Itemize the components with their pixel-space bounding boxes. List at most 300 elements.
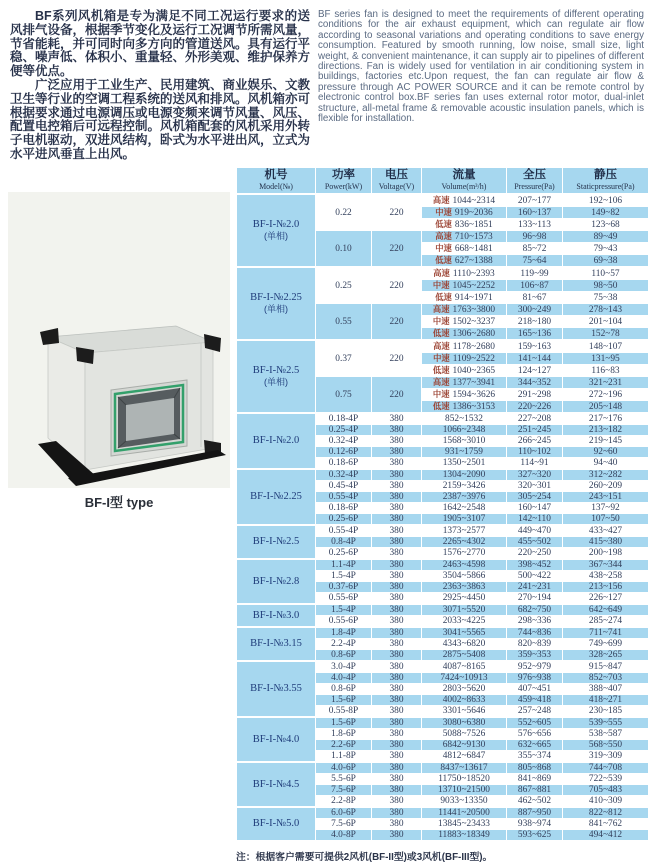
speed-label: 高速 bbox=[433, 341, 450, 351]
table-row bbox=[237, 413, 649, 425]
speed-label: 高速 bbox=[432, 195, 450, 205]
power-cell: 0.55-4P bbox=[316, 525, 372, 537]
voltage-cell: 380 bbox=[372, 684, 422, 695]
product-photo bbox=[8, 192, 230, 488]
pressure-cell: 300~249 bbox=[507, 304, 563, 316]
volume-cell: 1373~2577 bbox=[422, 525, 507, 537]
volume-cell bbox=[422, 353, 507, 365]
power-cell: 1.5-4P bbox=[316, 571, 372, 582]
table-row bbox=[237, 604, 649, 616]
volume-cell: 3301~5646 bbox=[422, 706, 507, 718]
volume-cell: 852~1532 bbox=[422, 413, 507, 425]
power-cell: 0.12-6P bbox=[316, 447, 372, 458]
static-pressure-cell: 217~176 bbox=[563, 413, 649, 425]
static-pressure-cell: 722~539 bbox=[563, 774, 649, 785]
power-cell: 0.25-4P bbox=[316, 425, 372, 436]
static-pressure-cell: 433~427 bbox=[563, 525, 649, 537]
pressure-cell: 449~470 bbox=[507, 525, 563, 537]
volume-cell: 13845~23433 bbox=[422, 819, 507, 830]
power-cell: 0.22 bbox=[316, 194, 372, 231]
pressure-cell: 119~99 bbox=[507, 267, 563, 280]
static-pressure-cell: 705~483 bbox=[563, 785, 649, 796]
pressure-cell: 952~979 bbox=[507, 661, 563, 673]
volume-cell: 6842~9130 bbox=[422, 740, 507, 751]
static-pressure-cell: 367~344 bbox=[563, 559, 649, 571]
volume-cell: 1350~2501 bbox=[422, 458, 507, 470]
volume-value: 627~1388 bbox=[454, 256, 493, 266]
power-cell: 0.55 bbox=[316, 304, 372, 341]
voltage-cell: 380 bbox=[372, 525, 422, 537]
power-cell: 0.25 bbox=[316, 267, 372, 304]
volume-cell: 11750~18520 bbox=[422, 774, 507, 785]
model-name: BF-I-№2.5 bbox=[252, 365, 300, 376]
static-pressure-cell: 89~49 bbox=[563, 231, 649, 243]
volume-cell: 1576~2770 bbox=[422, 548, 507, 560]
table-row bbox=[237, 627, 649, 639]
static-pressure-cell: 148~107 bbox=[563, 340, 649, 353]
pressure-cell: 841~869 bbox=[507, 774, 563, 785]
speed-label: 中速 bbox=[435, 243, 452, 253]
static-pressure-cell: 75~38 bbox=[563, 292, 649, 304]
header-en: Pressure(Pa) bbox=[514, 182, 555, 191]
voltage-cell: 380 bbox=[372, 492, 422, 503]
voltage-cell: 220 bbox=[372, 340, 422, 377]
power-cell: 0.25-6P bbox=[316, 514, 372, 526]
static-pressure-cell: 192~106 bbox=[563, 194, 649, 207]
static-pressure-cell: 152~78 bbox=[563, 328, 649, 341]
volume-cell bbox=[422, 207, 507, 219]
volume-cell bbox=[422, 255, 507, 268]
pressure-cell: 976~938 bbox=[507, 673, 563, 684]
voltage-cell: 380 bbox=[372, 503, 422, 514]
volume-cell bbox=[422, 377, 507, 389]
pressure-cell: 500~422 bbox=[507, 571, 563, 582]
volume-value: 1386~3153 bbox=[452, 402, 496, 412]
speed-label: 高速 bbox=[432, 377, 450, 387]
volume-cell: 9033~13350 bbox=[422, 796, 507, 808]
pressure-cell: 298~336 bbox=[507, 616, 563, 628]
power-cell: 0.10 bbox=[316, 231, 372, 268]
volume-cell: 3504~5866 bbox=[422, 571, 507, 582]
static-pressure-cell: 219~145 bbox=[563, 436, 649, 447]
static-pressure-cell: 822~812 bbox=[563, 807, 649, 819]
pressure-cell: 220~226 bbox=[507, 401, 563, 414]
voltage-cell: 380 bbox=[372, 661, 422, 673]
voltage-cell: 380 bbox=[372, 469, 422, 481]
static-pressure-cell: 328~265 bbox=[563, 650, 649, 662]
header-cn: 电压 bbox=[385, 169, 408, 181]
volume-cell: 1304~2090 bbox=[422, 469, 507, 481]
volume-cell: 8437~13617 bbox=[422, 762, 507, 774]
pressure-cell: 142~110 bbox=[507, 514, 563, 526]
voltage-cell: 380 bbox=[372, 481, 422, 492]
pressure-cell: 159~163 bbox=[507, 340, 563, 353]
volume-value: 710~1573 bbox=[454, 232, 493, 242]
table-row bbox=[237, 194, 649, 207]
volume-cell: 4343~6820 bbox=[422, 639, 507, 650]
voltage-cell: 380 bbox=[372, 616, 422, 628]
pressure-cell: 355~374 bbox=[507, 751, 563, 763]
static-pressure-cell: 642~649 bbox=[563, 604, 649, 616]
pressure-cell: 106~87 bbox=[507, 280, 563, 292]
voltage-cell: 380 bbox=[372, 571, 422, 582]
table-row bbox=[237, 469, 649, 481]
volume-value: 919~2036 bbox=[454, 208, 493, 218]
static-pressure-cell: 415~380 bbox=[563, 537, 649, 548]
static-pressure-cell: 149~82 bbox=[563, 207, 649, 219]
pressure-cell: 462~502 bbox=[507, 796, 563, 808]
model-cell bbox=[237, 340, 316, 413]
volume-cell: 11441~20500 bbox=[422, 807, 507, 819]
voltage-cell: 380 bbox=[372, 514, 422, 526]
table-row bbox=[237, 717, 649, 729]
model-name: BF-I-№4.0 bbox=[252, 733, 300, 745]
volume-value: 1044~2314 bbox=[452, 196, 496, 206]
speed-label: 高速 bbox=[432, 304, 450, 314]
static-pressure-cell: 915~847 bbox=[563, 661, 649, 673]
power-cell: 1.1-8P bbox=[316, 751, 372, 763]
pressure-cell: 632~665 bbox=[507, 740, 563, 751]
volume-cell: 1568~3010 bbox=[422, 436, 507, 447]
power-cell: 6.0-6P bbox=[316, 807, 372, 819]
model-cell bbox=[237, 807, 316, 841]
pressure-cell: 867~881 bbox=[507, 785, 563, 796]
pressure-cell: 305~254 bbox=[507, 492, 563, 503]
model-cell bbox=[237, 604, 316, 627]
pressure-cell: 165~136 bbox=[507, 328, 563, 341]
power-cell: 0.18-4P bbox=[316, 413, 372, 425]
voltage-cell: 380 bbox=[372, 650, 422, 662]
volume-cell: 4812~6847 bbox=[422, 751, 507, 763]
volume-cell bbox=[422, 304, 507, 316]
static-pressure-cell: 538~587 bbox=[563, 729, 649, 740]
table-header-row bbox=[237, 168, 649, 195]
voltage-cell: 380 bbox=[372, 807, 422, 819]
table-row bbox=[237, 762, 649, 774]
volume-cell bbox=[422, 401, 507, 414]
header-en: Volume(m³/h) bbox=[441, 182, 487, 191]
pressure-cell: 320~301 bbox=[507, 481, 563, 492]
volume-cell bbox=[422, 389, 507, 401]
volume-cell: 1066~2348 bbox=[422, 425, 507, 436]
volume-cell bbox=[422, 243, 507, 255]
power-cell: 7.5-6P bbox=[316, 785, 372, 796]
static-pressure-cell: 98~50 bbox=[563, 280, 649, 292]
static-pressure-cell: 852~703 bbox=[563, 673, 649, 684]
table-row bbox=[237, 525, 649, 537]
static-pressure-cell: 131~95 bbox=[563, 353, 649, 365]
static-pressure-cell: 79~43 bbox=[563, 243, 649, 255]
model-name: BF-I-№2.25 bbox=[250, 491, 302, 502]
power-cell: 7.5-6P bbox=[316, 819, 372, 830]
voltage-cell: 380 bbox=[372, 729, 422, 740]
volume-value: 1594~3626 bbox=[452, 390, 496, 400]
voltage-cell: 380 bbox=[372, 774, 422, 785]
footnote: 注：根据客户需要可提供2风机(BF-II型)或3风机(BF-III型)。 bbox=[236, 852, 493, 863]
volume-cell: 2463~4598 bbox=[422, 559, 507, 571]
header-en: Voltage(V) bbox=[378, 182, 415, 191]
speed-label: 低速 bbox=[435, 255, 452, 265]
static-pressure-cell: 213~156 bbox=[563, 582, 649, 593]
power-cell: 1.1-4P bbox=[316, 559, 372, 571]
static-pressure-cell: 110~57 bbox=[563, 267, 649, 280]
volume-cell: 2033~4225 bbox=[422, 616, 507, 628]
static-pressure-cell: 319~309 bbox=[563, 751, 649, 763]
pressure-cell: 593~625 bbox=[507, 830, 563, 841]
power-cell: 0.32-4P bbox=[316, 436, 372, 447]
static-pressure-cell: 321~231 bbox=[563, 377, 649, 389]
speed-label: 中速 bbox=[433, 353, 450, 363]
voltage-cell: 380 bbox=[372, 785, 422, 796]
power-cell: 0.37-6P bbox=[316, 582, 372, 593]
model-name: BF-I-№4.5 bbox=[252, 778, 300, 790]
volume-cell bbox=[422, 280, 507, 292]
volume-cell bbox=[422, 267, 507, 280]
model-phase-label: (单相) bbox=[264, 304, 288, 314]
static-pressure-cell: 278~143 bbox=[563, 304, 649, 316]
voltage-cell: 380 bbox=[372, 425, 422, 436]
static-pressure-cell: 230~185 bbox=[563, 706, 649, 718]
static-pressure-cell: 137~92 bbox=[563, 503, 649, 514]
volume-value: 1178~2680 bbox=[452, 342, 495, 352]
model-name: BF-I-№2.0 bbox=[252, 435, 300, 446]
col-header-model bbox=[237, 168, 316, 195]
model-name: BF-I-№3.0 bbox=[252, 609, 300, 621]
static-pressure-cell: 243~151 bbox=[563, 492, 649, 503]
header-cn: 机号 bbox=[264, 169, 288, 181]
volume-cell bbox=[422, 194, 507, 207]
model-cell bbox=[237, 469, 316, 525]
col-header-pressure bbox=[507, 168, 563, 195]
voltage-cell: 380 bbox=[372, 819, 422, 830]
power-cell: 0.18-6P bbox=[316, 458, 372, 470]
power-cell: 3.0-4P bbox=[316, 661, 372, 673]
volume-value: 668~1481 bbox=[454, 244, 493, 254]
col-header-power bbox=[316, 168, 372, 195]
model-cell bbox=[237, 627, 316, 661]
pressure-cell: 96~98 bbox=[507, 231, 563, 243]
voltage-cell: 380 bbox=[372, 717, 422, 729]
static-pressure-cell: 201~104 bbox=[563, 316, 649, 328]
speed-label: 中速 bbox=[432, 280, 450, 290]
power-cell: 1.8-4P bbox=[316, 627, 372, 639]
pressure-cell: 455~502 bbox=[507, 537, 563, 548]
voltage-cell: 220 bbox=[372, 377, 422, 414]
power-cell: 0.55-8P bbox=[316, 706, 372, 718]
voltage-cell: 380 bbox=[372, 548, 422, 560]
power-cell: 1.8-6P bbox=[316, 729, 372, 740]
model-name: BF-I-№3.55 bbox=[250, 683, 302, 694]
pressure-cell: 459~418 bbox=[507, 695, 563, 706]
volume-value: 1306~2680 bbox=[452, 329, 496, 339]
model-name: BF-I-№2.5 bbox=[252, 536, 300, 547]
model-cell bbox=[237, 267, 316, 340]
pressure-cell: 407~451 bbox=[507, 684, 563, 695]
header-cn: 功率 bbox=[332, 169, 355, 181]
header-cn: 全压 bbox=[523, 169, 546, 181]
voltage-cell: 220 bbox=[372, 304, 422, 341]
header-en: Model(№) bbox=[259, 182, 293, 191]
volume-cell: 931~1759 bbox=[422, 447, 507, 458]
model-name: BF-I-№2.25 bbox=[250, 292, 302, 303]
volume-cell: 7424~10913 bbox=[422, 673, 507, 684]
pressure-cell: 75~64 bbox=[507, 255, 563, 268]
pressure-cell: 820~839 bbox=[507, 639, 563, 650]
static-pressure-cell: 92~60 bbox=[563, 447, 649, 458]
power-cell: 4.0-8P bbox=[316, 830, 372, 841]
speed-label: 低速 bbox=[435, 219, 452, 229]
pressure-cell: 114~91 bbox=[507, 458, 563, 470]
static-pressure-cell: 711~741 bbox=[563, 627, 649, 639]
static-pressure-cell: 69~38 bbox=[563, 255, 649, 268]
speed-label: 低速 bbox=[432, 328, 450, 338]
volume-value: 1377~3941 bbox=[452, 378, 496, 388]
pressure-cell: 359~353 bbox=[507, 650, 563, 662]
static-pressure-cell: 744~708 bbox=[563, 762, 649, 774]
voltage-cell: 380 bbox=[372, 582, 422, 593]
pressure-cell: 241~231 bbox=[507, 582, 563, 593]
power-cell: 0.25-6P bbox=[316, 548, 372, 560]
volume-cell bbox=[422, 340, 507, 353]
volume-value: 1040~2365 bbox=[452, 366, 496, 376]
volume-cell: 1642~2548 bbox=[422, 503, 507, 514]
static-pressure-cell: 312~282 bbox=[563, 469, 649, 481]
pressure-cell: 251~245 bbox=[507, 425, 563, 436]
speed-label: 中速 bbox=[432, 316, 450, 326]
model-cell bbox=[237, 525, 316, 559]
static-pressure-cell: 123~68 bbox=[563, 219, 649, 231]
power-cell: 0.8-6P bbox=[316, 650, 372, 662]
static-pressure-cell: 410~309 bbox=[563, 796, 649, 808]
model-name: BF-I-№2.0 bbox=[252, 219, 300, 230]
voltage-cell: 380 bbox=[372, 627, 422, 639]
table-row bbox=[237, 340, 649, 353]
power-cell: 0.55-4P bbox=[316, 492, 372, 503]
static-pressure-cell: 494~412 bbox=[563, 830, 649, 841]
volume-cell: 3071~5520 bbox=[422, 604, 507, 616]
pressure-cell: 744~836 bbox=[507, 627, 563, 639]
voltage-cell: 380 bbox=[372, 593, 422, 605]
power-cell: 4.0-4P bbox=[316, 673, 372, 684]
power-cell: 0.8-6P bbox=[316, 684, 372, 695]
speed-label: 中速 bbox=[432, 389, 450, 399]
pressure-cell: 398~452 bbox=[507, 559, 563, 571]
static-pressure-cell: 260~209 bbox=[563, 481, 649, 492]
model-name: BF-I-№5.0 bbox=[252, 818, 300, 829]
model-cell bbox=[237, 762, 316, 807]
pressure-cell: 805~868 bbox=[507, 762, 563, 774]
table-row bbox=[237, 559, 649, 571]
voltage-cell: 380 bbox=[372, 413, 422, 425]
volume-value: 914~1971 bbox=[454, 293, 493, 303]
power-cell: 0.75 bbox=[316, 377, 372, 414]
intro-cn-paragraph-2: 广泛应用于工业生产、民用建筑、商业娱乐、文教卫生等行业的空调工程系统的送风和排风。风机箱亦可根据要求通过电源调压或电源变频来调节风量、风压、配置电控箱后可远程控制。风机箱配套的风机采用外转子电机驱动，双进风结构，卧式为水平进出风，立式为水平进风垂直上出风。 bbox=[10, 77, 311, 161]
volume-value: 1045~2252 bbox=[452, 281, 496, 291]
static-pressure-cell: 285~274 bbox=[563, 616, 649, 628]
fan-unit-illustration bbox=[8, 192, 230, 488]
power-cell: 2.2-6P bbox=[316, 740, 372, 751]
pressure-cell: 938~974 bbox=[507, 819, 563, 830]
pressure-cell: 160~147 bbox=[507, 503, 563, 514]
intro-english: BF series fan is designed to meet the requirements of different operating conditions for the air exhaust equipment, which can regulate air flow according to seasonal variations and operating conditions to save energy consumption. Featured by smooth running, low noise, small size, light weight, & convenient maintenance, it can supply air to pipelines of different directions. Fan is widely used for ventilation in air conditioning system in buildings, factories etc.Upon request, the fan can regulate air flow & pressure through AC POWER SOURCE and it can be remote control by electronic control box.BF series fan uses external rotor motor, dual-inlet structure, all-metal frame & removable acoustic insulation panels, which is flexible for installation. bbox=[318, 9, 644, 125]
model-name: BF-I-№2.8 bbox=[252, 575, 300, 587]
volume-cell: 5088~7526 bbox=[422, 729, 507, 740]
volume-cell: 2387~3976 bbox=[422, 492, 507, 503]
intro-cn-paragraph-1: BF系列风机箱是专为满足不同工况运行要求的送风排气设备，根据季节变化及运行工况调节所需风量，节省能耗，并可同时向多方向的管道送风。具有运行平稳、噪声低、体积小、重量轻、外形美观、维护保养方便等优点。 bbox=[10, 9, 311, 79]
volume-value: 1763~3800 bbox=[452, 305, 496, 315]
pressure-cell: 576~656 bbox=[507, 729, 563, 740]
pressure-cell: 124~127 bbox=[507, 365, 563, 377]
col-header-volume bbox=[422, 168, 507, 195]
voltage-cell: 380 bbox=[372, 436, 422, 447]
voltage-cell: 380 bbox=[372, 537, 422, 548]
model-cell bbox=[237, 413, 316, 469]
header-en: Power(kW) bbox=[324, 182, 363, 191]
pressure-cell: 133~113 bbox=[507, 219, 563, 231]
volume-cell bbox=[422, 292, 507, 304]
model-cell bbox=[237, 194, 316, 267]
static-pressure-cell: 213~182 bbox=[563, 425, 649, 436]
speed-label: 低速 bbox=[432, 365, 450, 375]
voltage-cell: 380 bbox=[372, 740, 422, 751]
static-pressure-cell: 438~258 bbox=[563, 571, 649, 582]
voltage-cell: 220 bbox=[372, 231, 422, 268]
power-cell: 1.5-4P bbox=[316, 604, 372, 616]
static-pressure-cell: 205~148 bbox=[563, 401, 649, 414]
spec-table bbox=[236, 167, 649, 841]
pressure-cell: 110~102 bbox=[507, 447, 563, 458]
pressure-cell: 227~208 bbox=[507, 413, 563, 425]
volume-cell bbox=[422, 365, 507, 377]
table-row bbox=[237, 661, 649, 673]
pressure-cell: 81~67 bbox=[507, 292, 563, 304]
volume-cell: 2265~4302 bbox=[422, 537, 507, 548]
spec-table-container bbox=[236, 167, 648, 841]
volume-cell: 13710~21500 bbox=[422, 785, 507, 796]
static-pressure-cell: 200~198 bbox=[563, 548, 649, 560]
static-pressure-cell: 841~762 bbox=[563, 819, 649, 830]
intro-chinese bbox=[10, 10, 310, 162]
volume-cell: 2925~4450 bbox=[422, 593, 507, 605]
pressure-cell: 552~605 bbox=[507, 717, 563, 729]
pressure-cell: 327~320 bbox=[507, 469, 563, 481]
speed-label: 高速 bbox=[435, 231, 452, 241]
static-pressure-cell: 418~271 bbox=[563, 695, 649, 706]
volume-cell: 2803~5620 bbox=[422, 684, 507, 695]
volume-cell bbox=[422, 316, 507, 328]
col-header-voltage bbox=[372, 168, 422, 195]
voltage-cell: 380 bbox=[372, 639, 422, 650]
pressure-cell: 682~750 bbox=[507, 604, 563, 616]
pressure-cell: 141~144 bbox=[507, 353, 563, 365]
volume-cell: 4087~8165 bbox=[422, 661, 507, 673]
pressure-cell: 220~250 bbox=[507, 548, 563, 560]
static-pressure-cell: 116~83 bbox=[563, 365, 649, 377]
model-cell bbox=[237, 559, 316, 604]
static-pressure-cell: 749~699 bbox=[563, 639, 649, 650]
static-pressure-cell: 568~550 bbox=[563, 740, 649, 751]
pressure-cell: 270~194 bbox=[507, 593, 563, 605]
power-cell: 0.37 bbox=[316, 340, 372, 377]
col-header-static-pressure bbox=[563, 168, 649, 195]
voltage-cell: 220 bbox=[372, 194, 422, 231]
volume-cell: 3041~5565 bbox=[422, 627, 507, 639]
pressure-cell: 887~950 bbox=[507, 807, 563, 819]
volume-value: 1110~2393 bbox=[452, 269, 495, 279]
pressure-cell: 291~298 bbox=[507, 389, 563, 401]
voltage-cell: 380 bbox=[372, 830, 422, 841]
power-cell: 0.45-4P bbox=[316, 481, 372, 492]
